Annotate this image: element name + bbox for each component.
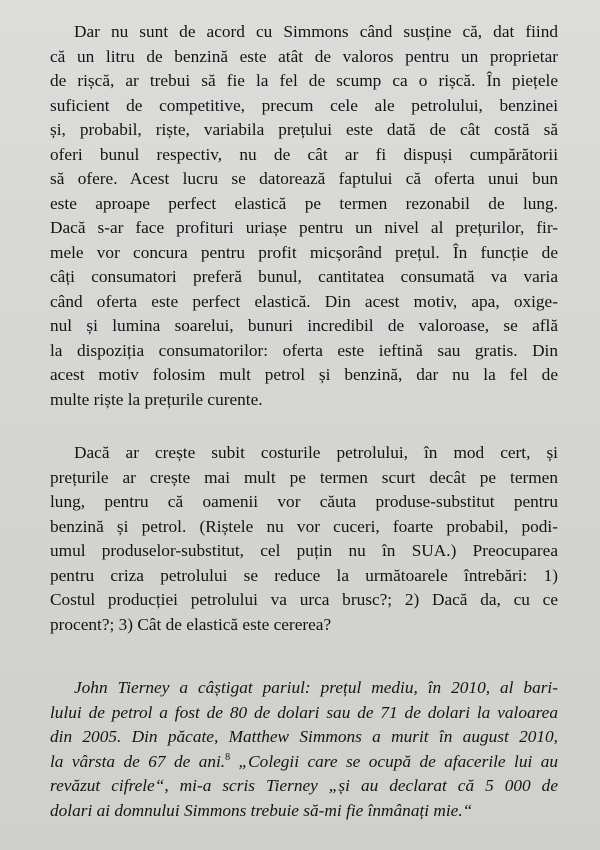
text-line: Costul producției petrolului va urca brusc?; 2) Dacă da, cu ce bbox=[50, 590, 558, 609]
text-line: acest motiv folosim mult petrol și benzină, dar nu la fel de bbox=[50, 365, 558, 384]
text-line: benzină și petrol. (Riștele nu vor cuceri, foarte probabil, podi- bbox=[50, 516, 558, 536]
text-line: la dispoziția consumatorilor: oferta este ieftină sau gratis. Din bbox=[50, 340, 558, 360]
italic-note bbox=[50, 676, 558, 823]
text-line: nul și lumina soarelui, bunuri incredibil de valoroase, se află bbox=[50, 316, 558, 335]
footnote-marker: 8 bbox=[225, 751, 231, 763]
paragraph-1 bbox=[50, 20, 558, 412]
text-line: suficient de competitive, precum cele ale petrolului, benzinei bbox=[50, 95, 558, 115]
text-line: este aproape perfect elastică pe termen rezonabil de lung. bbox=[50, 193, 558, 213]
text-line: câți consumatori preferă bunul, cantitatea consumată va varia bbox=[50, 267, 558, 286]
note-line: din 2005. Din păcate, Matthew Simmons a murit în august 2010, bbox=[50, 727, 558, 746]
text-line: pentru criza petrolului se reduce la următoarele întrebări: 1) bbox=[50, 565, 558, 585]
note-line-rest: „Colegii care se ocupă de afacerile lui au bbox=[230, 751, 558, 771]
text-line: de rișcă, ar trebui să fie la fel de scump ca o rișcă. În piețele bbox=[50, 71, 558, 90]
text-line: mele vor concura pentru profit micșorând prețul. În funcție de bbox=[50, 242, 558, 262]
note-line: John Tierney a câștigat pariul: prețul mediu, în 2010, al bari- bbox=[74, 678, 558, 697]
text-line: să ofere. Acest lucru se datorează faptului că oferta unui bun bbox=[50, 169, 558, 188]
text-line: că un litru de benzină este atât de valoros pentru un proprietar bbox=[50, 46, 558, 66]
note-line-start: la vârsta de 67 de ani. bbox=[50, 751, 226, 771]
note-line bbox=[50, 750, 558, 775]
text-line: și, probabil, riște, variabila prețului este dată de cât costă să bbox=[50, 120, 558, 139]
text-line: oferi bunul respectiv, nu de cât ar fi dispuși cumpărătorii bbox=[50, 144, 558, 164]
text-line: procent?; 3) Cât de elastică este cererea? bbox=[50, 614, 332, 634]
text-line: prețurile ar crește mai mult pe termen scurt decât pe termen bbox=[50, 467, 558, 487]
paragraph-2 bbox=[50, 441, 558, 637]
text-line: multe riște la prețurile curente. bbox=[50, 389, 263, 409]
text-line: Dar nu sunt de acord cu Simmons când susține că, dat fiind bbox=[74, 22, 558, 41]
text-line: Dacă s-ar face profituri uriașe pentru un nivel al prețurilor, fir- bbox=[50, 218, 558, 237]
note-line: dolari ai domnului Simmons trebuie să-mi fie înmânați mie.“ bbox=[50, 800, 473, 820]
text-line: Dacă ar crește subit costurile petrolului, în mod cert, și bbox=[74, 443, 558, 462]
note-line: revăzut cifrele“, mi-a scris Tierney „și au declarat că 5 000 de bbox=[50, 776, 558, 795]
text-line: lung, pentru că oamenii vor căuta produse-substitut pentru bbox=[50, 492, 558, 511]
text-line: când oferta este perfect elastică. Din acest motiv, apa, oxige- bbox=[50, 291, 558, 311]
note-line: lului de petrol a fost de 80 de dolari sau de 71 de dolari la valoarea bbox=[50, 702, 558, 722]
text-line: umul produselor-substitut, cel puțin nu în SUA.) Preocuparea bbox=[50, 541, 558, 560]
